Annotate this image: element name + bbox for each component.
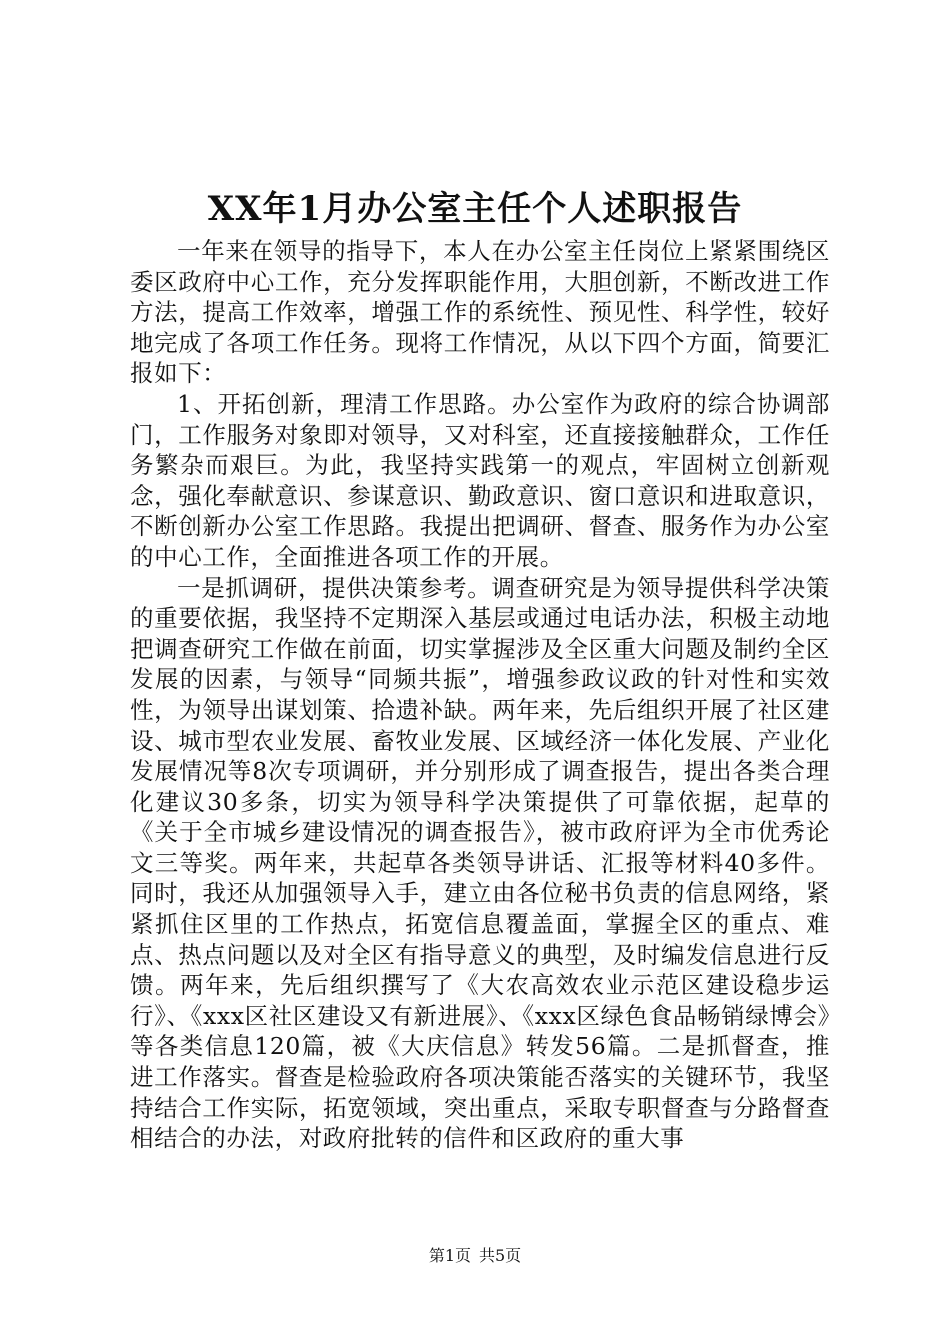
paragraph-intro: 一年来在领导的指导下，本人在办公室主任岗位上紧紧围绕区委区政府中心工作，充分发挥职能作用，大胆创新，不断改进工作方法，提高工作效率，增强工作的系统性、预见性、科学性，较好地完成了各项工作任务。现将工作情况，从以下四个方面，简要汇报如下： <box>130 237 830 388</box>
document-body <box>130 236 830 1154</box>
paragraph-research: 一是抓调研，提供决策参考。调查研究是为领导提供科学决策的重要依据，我坚持不定期深入基层或通过电话办法，积极主动地把调查研究工作做在前面，切实掌握涉及全区重大问题及制约全区发展的因素，与领导“同频共振”，增强参政议政的针对性和实效性，为领导出谋划策、拾遗补缺。两年来，先后组织开展了社区建设、城市型农业发展、畜牧业发展、区域经济一体化发展、产业化发展情况等8次专项调研，并分别形成了调查报告，提出各类合理化建议30多条，切实为领导科学决策提供了可靠依据，起草的《关于全市城乡建设情况的调查报告》，被市政府评为全市优秀论文三等奖。两年来，共起草各类领导讲话、汇报等材料40多件。同时，我还从加强领导入手，建立由各位秘书负责的信息网络，紧紧抓住区里的工作热点，拓宽信息覆盖面，掌握全区的重点、难点、热点问题以及对全区有指导意义的典型，及时编发信息进行反馈。两年来，先后组织撰写了《大农高效农业示范区建设稳步运行》、《xxx区社区建设又有新进展》、《xxx区绿色食品畅销绿博会》等各类信息120篇，被《大庆信息》转发56篇。二是抓督查，推进工作落实。督查是检验政府各项决策能否落实的关键环节，我坚持结合工作实际，拓宽领域，突出重点，采取专职督查与分路督查相结合的办法，对政府批转的信件和区政府的重大事 <box>130 573 830 1153</box>
page-total: 共5页 <box>479 1246 522 1265</box>
document-title: XX年1月办公室主任个人述职报告 <box>207 189 743 229</box>
paragraph-section-1: 1、开拓创新，理清工作思路。办公室作为政府的综合协调部门，工作服务对象即对领导，又对科室，还直接接触群众，工作任务繁杂而艰巨。为此，我坚持实践第一的观点，牢固树立创新观念，强化奉献意识、参谋意识、勤政意识、窗口意识和进取意识，不断创新办公室工作思路。我提出把调研、督查、服务作为办公室的中心工作，全面推进各项工作的开展。 <box>130 389 830 571</box>
page-footer <box>0 1244 950 1268</box>
page-number: 第1页 <box>428 1246 471 1265</box>
